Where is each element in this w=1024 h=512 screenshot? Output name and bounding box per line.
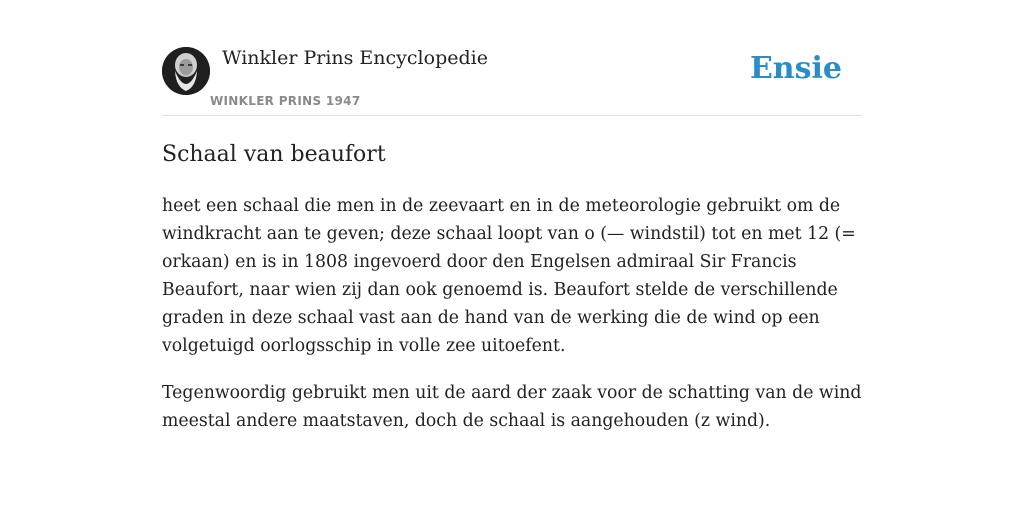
bearded-man-portrait-icon bbox=[162, 47, 210, 95]
content-container bbox=[162, 0, 862, 431]
avatar[interactable] bbox=[162, 47, 210, 95]
article-body bbox=[162, 192, 862, 454]
site-title[interactable]: Winkler Prins Encyclopedie bbox=[222, 47, 488, 69]
site-header bbox=[162, 0, 862, 116]
site-subtitle: WINKLER PRINS 1947 bbox=[210, 94, 361, 108]
brand-logo-link[interactable]: Ensie bbox=[749, 51, 842, 86]
page-title: Schaal van beaufort bbox=[162, 142, 386, 167]
article-paragraph: heet een schaal die men in de zeevaart en in de meteorologie gebruikt om de windkracht aan te geven; deze schaal loopt van o (— windstil) tot en met 12 (= orkaan) en is in 1808 ingevoerd door den Engelsen admiraal Sir Francis Beaufort, naar wien zij dan ook genoemd is. Beaufort stelde de verschillende graden in deze schaal vast aan de hand van de werking die de wind op een volgetuigd oorlogsschip in volle zee uitoefent. bbox=[162, 196, 856, 356]
article-paragraph: Tegenwoordig gebruikt men uit de aard der zaak voor de schatting van de wind meestal andere maatstaven, doch de schaal is aangehouden (z wind). bbox=[162, 383, 862, 431]
